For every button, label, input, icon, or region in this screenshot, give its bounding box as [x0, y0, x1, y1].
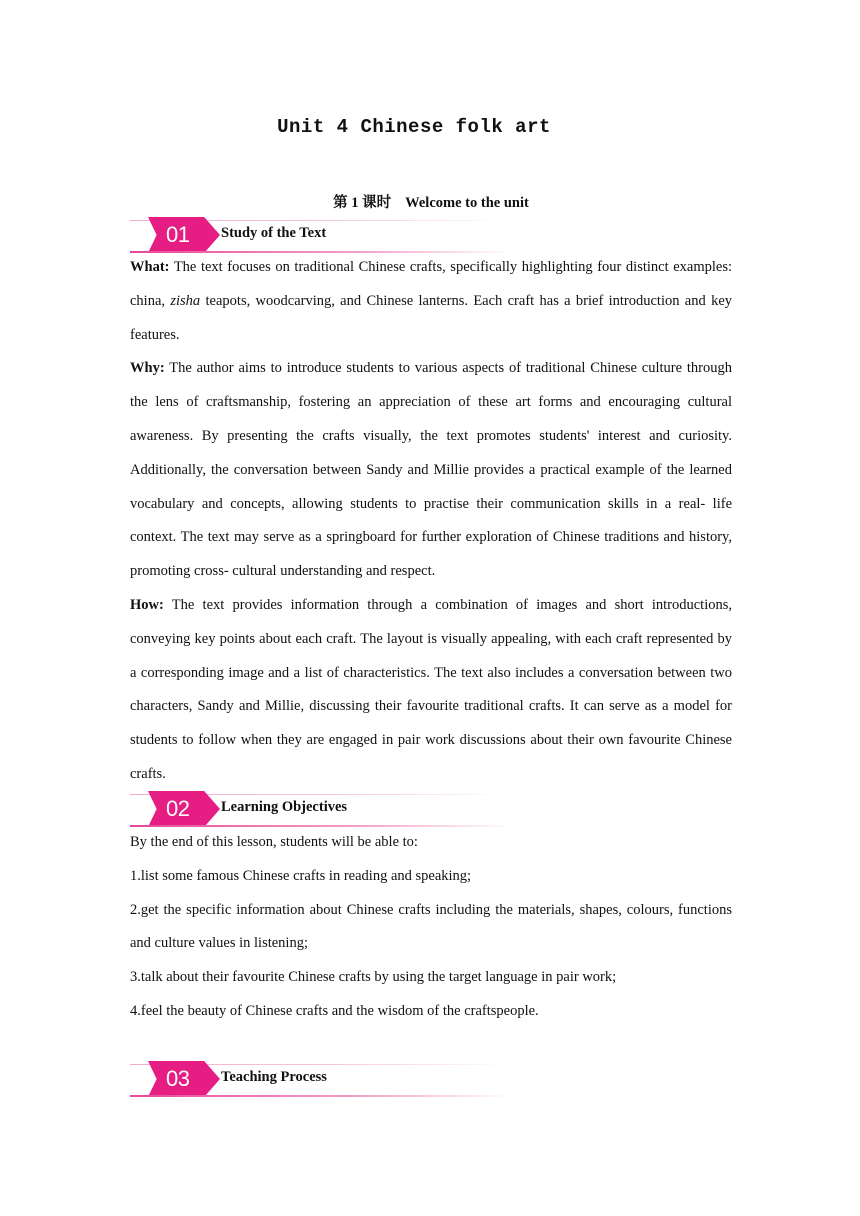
- lesson-title: [0, 191, 860, 212]
- section-label: Learning Objectives: [221, 799, 348, 815]
- what-label: What:: [130, 259, 170, 275]
- section-header-study: [130, 217, 510, 255]
- section-label: Study of the Text: [221, 225, 327, 241]
- objective-item: 3.talk about their favourite Chinese crafts by using the target language in pair work;: [130, 969, 617, 986]
- section-label: Teaching Process: [221, 1069, 327, 1085]
- objective-item: 4.feel the beauty of Chinese crafts and the wisdom of the craftspeople.: [130, 1002, 539, 1019]
- how-label: How:: [130, 596, 164, 613]
- what-text-1: The text focuses on traditional Chinese crafts, specifically highlighting four distinct examples: china,: [130, 259, 732, 309]
- objective-item: 1.list some famous Chinese crafts in reading and speaking;: [130, 867, 472, 884]
- divider: [130, 1095, 510, 1097]
- study-text: [130, 251, 732, 792]
- objectives-list: [130, 826, 732, 1029]
- objective-item: 2.get the specific information about Chinese crafts including the materials, shapes, colours, functions and culture values in listening;: [130, 901, 732, 952]
- paragraph-how: [130, 589, 732, 792]
- section-number: 03: [166, 1066, 190, 1091]
- paragraph-why: [130, 352, 732, 589]
- lesson-period: 第 1 课时: [333, 195, 392, 211]
- how-text: The text provides information through a combination of images and short introductions, conveying key points about each craft. The layout is visually appealing, with each craft represented by a corresponding image and a list of characteristics. The text also includes a conversation between two characters, Sandy and Millie, discussing their favourite traditional crafts. It can serve as a model for students to follow when they are engaged in pair work discussions about their own favourite Chinese crafts.: [130, 596, 732, 782]
- paragraph-what: [130, 251, 732, 352]
- why-text: The author aims to introduce students to various aspects of traditional Chinese culture through the lens of craftsmanship, fostering an appreciation of these art forms and encouraging cultural awareness. By presenting the crafts visually, the text promotes students' interest and curiosity. Additionally, the conversation between Sandy and Millie provides a practical example of the learned vocabulary and concepts, allowing students to practise their communication skills in a real‑ life context. The text may serve as a springboard for further exploration of Chinese traditions and history, promoting cross‑ cultural understanding and respect.: [130, 360, 732, 580]
- section-header-objectives: [130, 791, 510, 829]
- lesson-topic: Welcome to the unit: [405, 195, 529, 211]
- what-text-2: teapots, woodcarving, and Chinese lanterns. Each craft has a brief introduction and key features.: [130, 292, 733, 343]
- section-header-process: [130, 1061, 510, 1099]
- objectives-intro: By the end of this lesson, students will be able to:: [130, 834, 418, 850]
- section-number: 02: [166, 796, 190, 821]
- why-label: Why:: [130, 360, 165, 377]
- what-italic-term: zisha: [170, 292, 201, 309]
- page-title: Unit 4 Chinese folk art: [277, 116, 551, 138]
- section-number: 01: [166, 222, 190, 247]
